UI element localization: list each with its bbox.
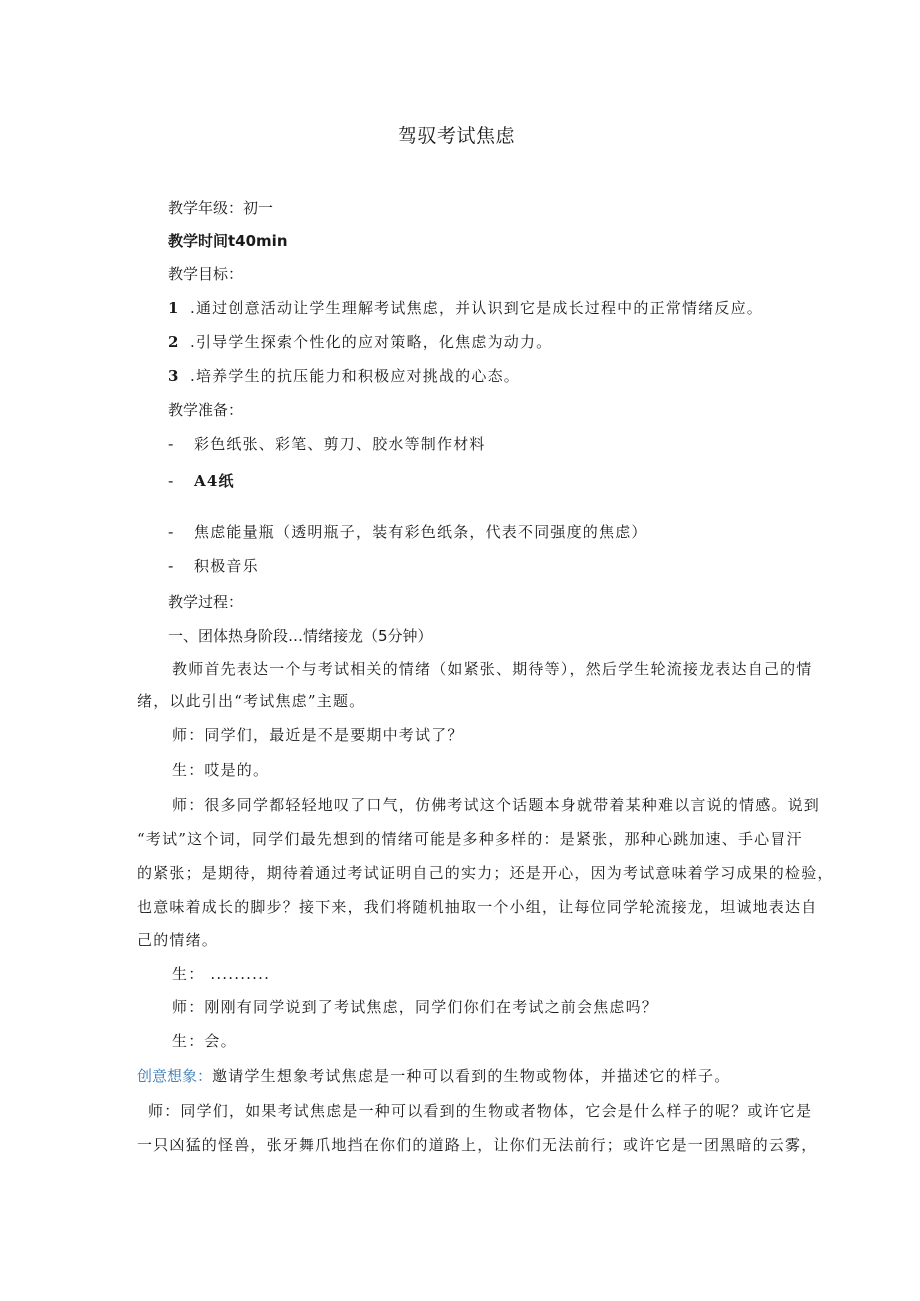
grade-line: 教学年级：初一 (168, 199, 274, 217)
prep-item (168, 556, 259, 576)
section-heading: 一、团体热身阶段…情绪接龙（5分钟） (168, 627, 433, 645)
paragraph-line: 绪，以此引出“考试焦虑”主题。 (137, 692, 366, 710)
prep-item (168, 471, 235, 491)
time-line: 教学时间t40min (168, 232, 288, 250)
goal-number: 3 (168, 367, 180, 385)
prep-item (168, 522, 648, 542)
prep-item (168, 434, 486, 454)
goal-text: .培养学生的抗压能力和积极应对挑战的心态。 (190, 367, 520, 385)
prep-text: 焦虑能量瓶（透明瓶子，装有彩色纸条，代表不同强度的焦虑） (194, 523, 648, 541)
creative-text: 邀请学生想象考试焦虑是一种可以看到的生物或物体，并描述它的样子。 (212, 1067, 731, 1085)
goal-text: .引导学生探索个性化的应对策略，化焦虑为动力。 (190, 333, 553, 351)
paragraph-line: “考试”这个词，同学们最先想到的情绪可能是多种多样的：是紧张，那种心跳加速、手心冒汗 (137, 830, 803, 848)
goal-number: 1 (168, 299, 180, 317)
paragraph-line: 己的情绪。 (137, 931, 219, 949)
paragraph-line: 也意味着成长的脚步？接下来，我们将随机抽取一个小组，让每位同学轮流接龙，坦诚地表达自 (137, 898, 818, 916)
goal-item (168, 298, 763, 318)
creative-label: 创意想象： (137, 1067, 213, 1085)
prep-text: 彩色纸张、彩笔、剪刀、胶水等制作材料 (194, 435, 486, 453)
paragraph-line: 师：同学们，如果考试焦虑是一种可以看到的生物或者物体，它会是什么样子的呢？或许它是 (148, 1102, 813, 1120)
goals-heading: 教学目标： (168, 265, 244, 283)
dash-marker: - (168, 523, 175, 541)
paragraph-line: 一只凶猛的怪兽，张牙舞爪地挡在你们的道路上，让你们无法前行；或许它是一团黑暗的云雾， (137, 1136, 818, 1154)
dash-marker: - (168, 435, 175, 453)
dialogue-line: 师：同学们，最近是不是要期中考试了？ (172, 726, 464, 744)
prep-text: A4纸 (194, 472, 235, 490)
dialogue-line: 生： .......... (172, 965, 271, 983)
page-title: 驾驭考试焦虑 (398, 125, 516, 147)
paragraph-line: 的紧张；是期待，期待着通过考试证明自己的实力；还是开心，因为考试意味着学习成果的检验， (137, 864, 834, 882)
paragraph-line: 教师首先表达一个与考试相关的情绪（如紧张、期待等），然后学生轮流接龙表达自己的情 (172, 660, 813, 678)
process-heading: 教学过程： (168, 593, 244, 611)
goal-item (168, 332, 552, 352)
dialogue-line: 师：刚刚有同学说到了考试焦虑，同学们你们在考试之前会焦虑吗？ (172, 998, 659, 1016)
dash-marker: - (168, 472, 175, 490)
prep-heading: 教学准备： (168, 401, 244, 419)
goal-text: .通过创意活动让学生理解考试焦虑，并认识到它是成长过程中的正常情绪反应。 (190, 299, 763, 317)
dialogue-line: 生：会。 (172, 1032, 237, 1050)
dialogue-line: 生：哎是的。 (172, 761, 270, 779)
creative-line (137, 1066, 730, 1086)
paragraph-line: 师：很多同学都轻轻地叹了口气，仿佛考试这个话题本身就带着某种难以言说的情感。说到 (172, 796, 821, 814)
prep-text: 积极音乐 (194, 557, 259, 575)
goal-number: 2 (168, 333, 180, 351)
dash-marker: - (168, 557, 175, 575)
goal-item (168, 366, 520, 386)
